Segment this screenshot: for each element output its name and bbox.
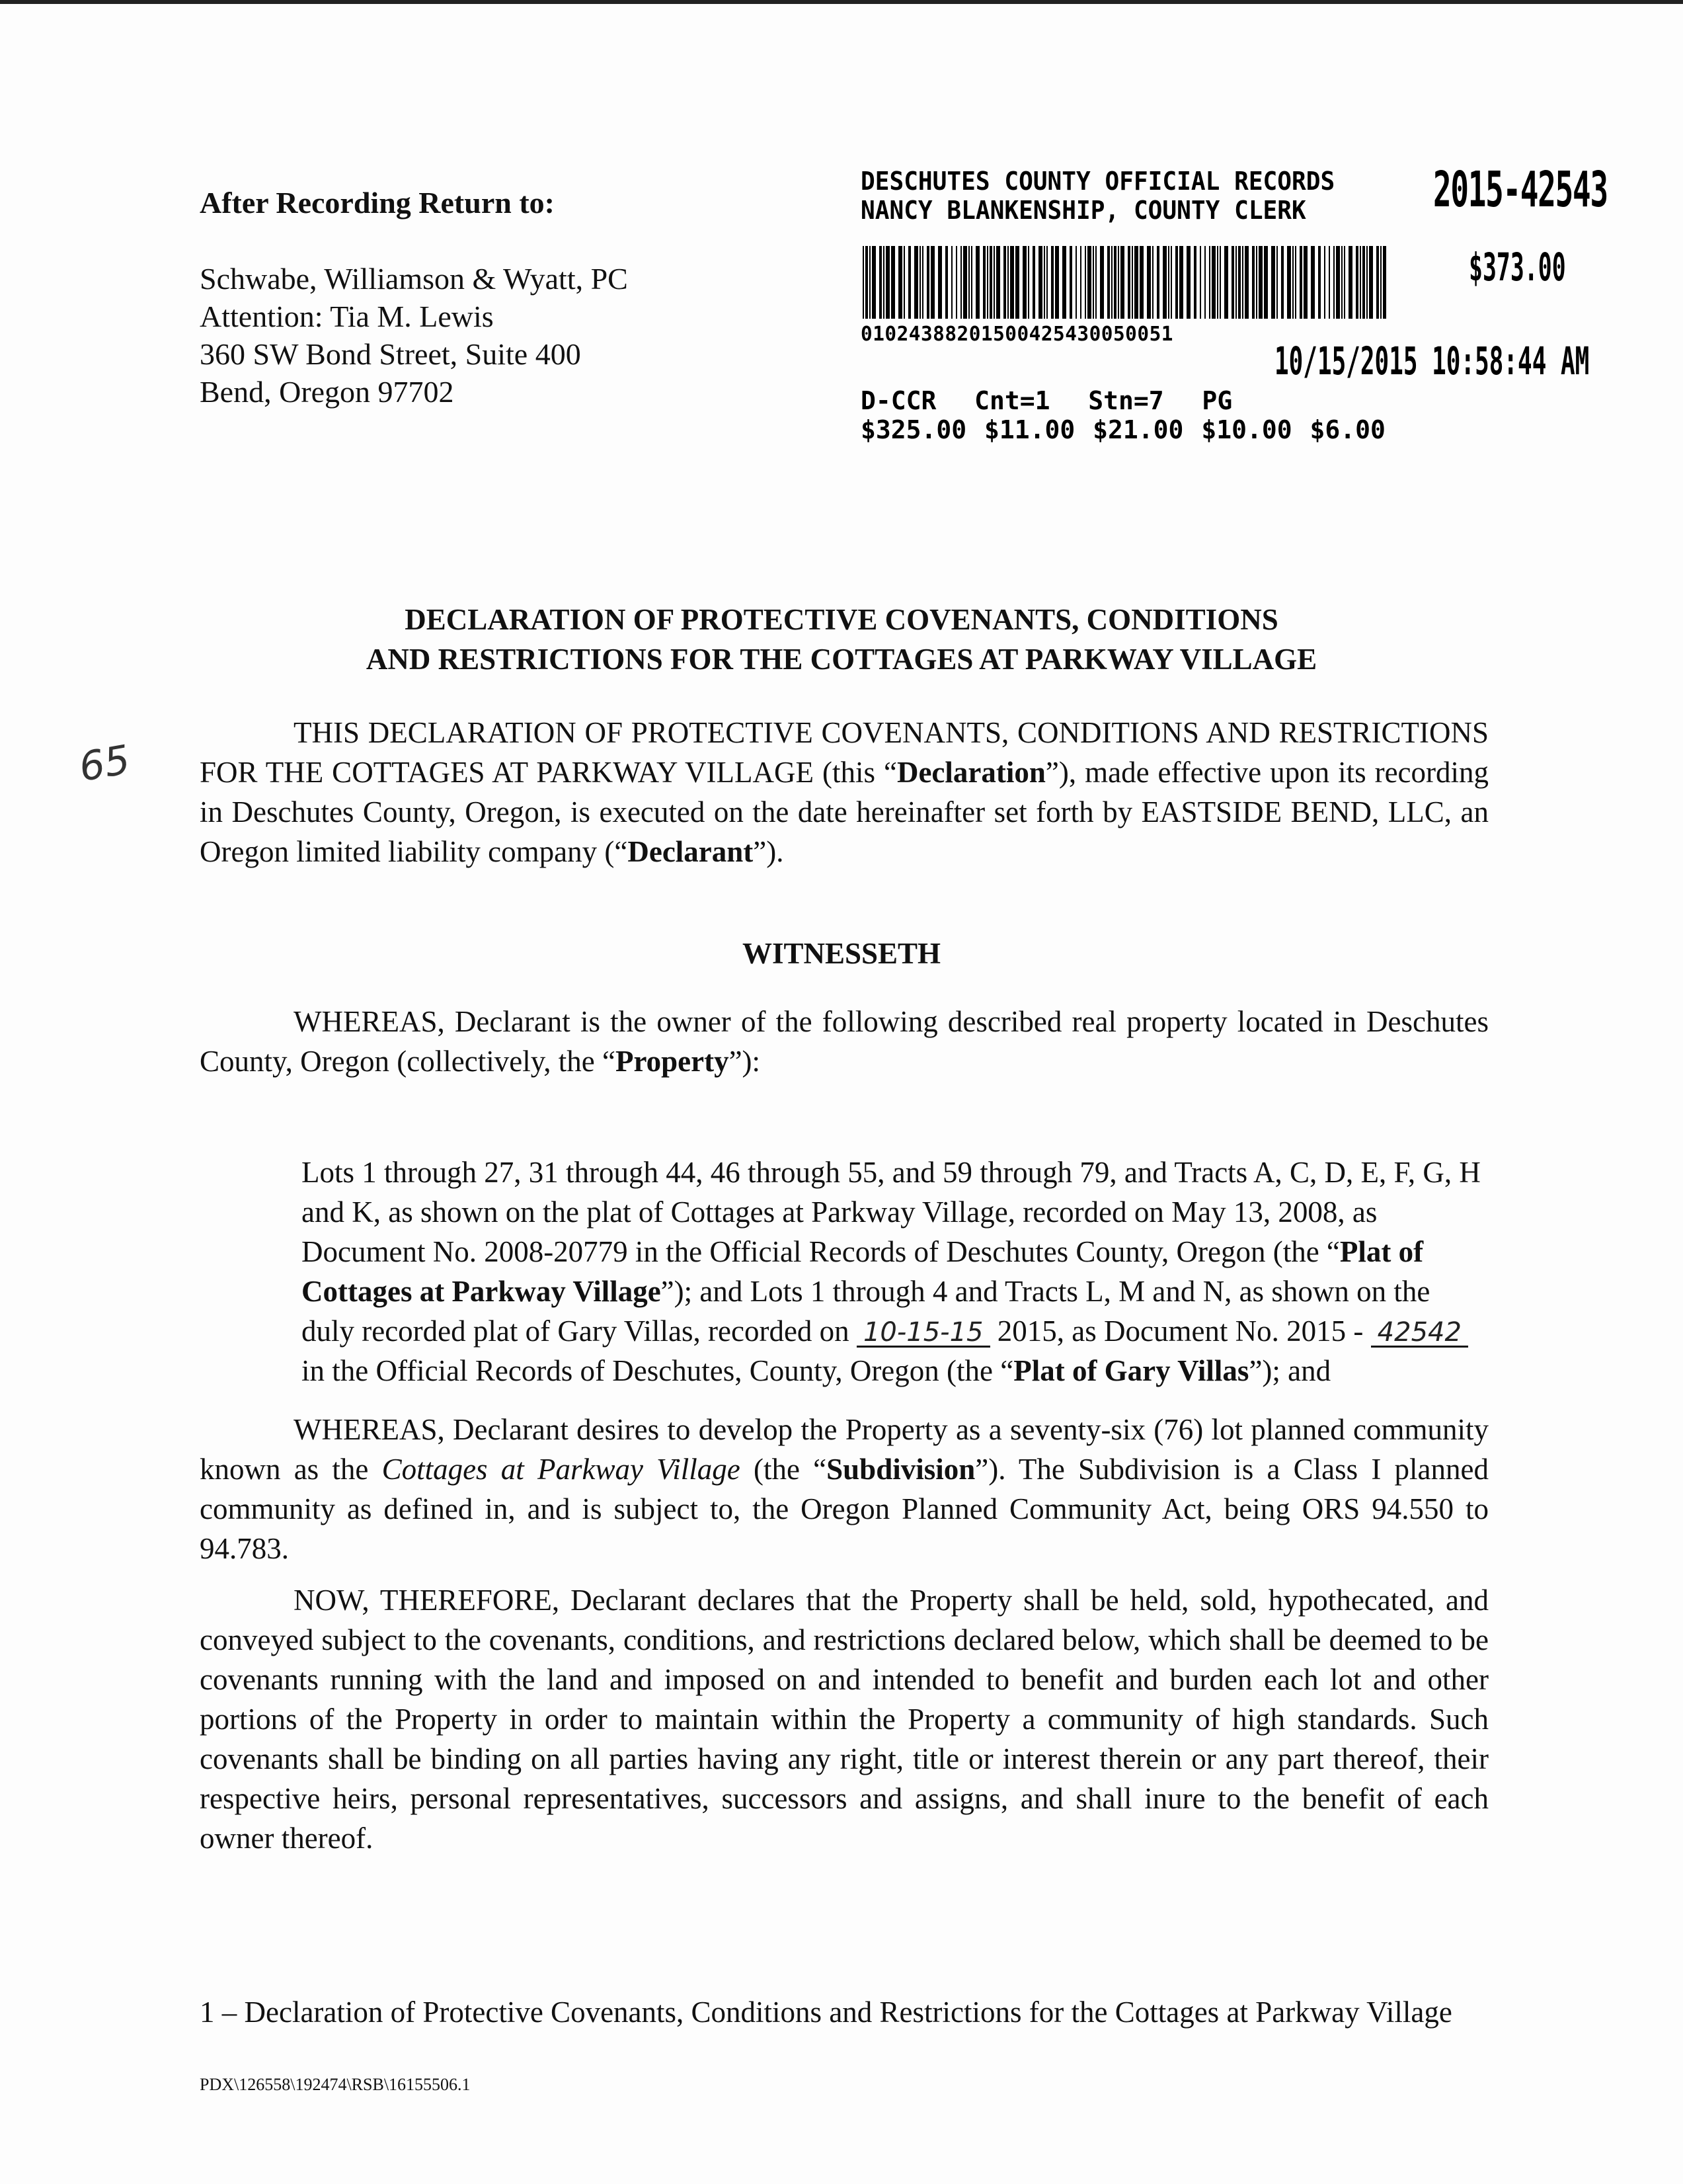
barcode-bar xyxy=(1369,246,1373,319)
barcode-bar xyxy=(1120,246,1124,319)
stamp-amounts: $325.00 $11.00 $21.00 $10.00 $6.00 xyxy=(861,415,1386,444)
barcode-bar xyxy=(1324,246,1325,319)
stamp-codes: D-CCR Cnt=1 Stn=7 PG xyxy=(861,386,1233,415)
barcode-bar xyxy=(987,246,988,319)
barcode-bar xyxy=(1349,246,1352,319)
intro-text-3: ”). xyxy=(753,835,784,868)
barcode-bar xyxy=(1259,246,1263,319)
barcode-bar xyxy=(1134,246,1138,319)
barcode-bar xyxy=(1232,246,1234,319)
barcode-bar xyxy=(883,246,884,319)
barcode-bar xyxy=(879,246,882,319)
whereas2-text-1: WHEREAS, Declarant desires to develop the Property as a seventy-six (76) lot planned community known as the xyxy=(200,1413,1489,1486)
title-line-2: AND RESTRICTIONS FOR THE COTTAGES AT PARKWAY VILLAGE xyxy=(366,643,1317,676)
barcode-bar xyxy=(872,246,876,319)
barcode-bar xyxy=(904,246,905,319)
barcode-bar xyxy=(1311,246,1315,319)
barcode-bar xyxy=(1015,246,1019,319)
barcode-bar xyxy=(1341,246,1343,319)
return-line-city: Bend, Oregon 97702 xyxy=(200,375,454,409)
barcode-bar xyxy=(1132,246,1133,319)
barcode-bar xyxy=(914,246,918,319)
barcode-bar xyxy=(1295,246,1296,319)
barcode-bar xyxy=(898,246,902,319)
barcode-bar xyxy=(1209,246,1210,319)
barcode-bar xyxy=(1329,246,1330,319)
barcode-bar xyxy=(1336,246,1340,319)
intro-paragraph xyxy=(200,713,1489,871)
barcode-bar xyxy=(1003,246,1006,319)
barcode-bar xyxy=(1076,246,1077,319)
term-plat-cottages: Plat of Cottages at Parkway Village xyxy=(301,1235,1424,1308)
barcode-bar xyxy=(1235,246,1237,319)
barcode-bar xyxy=(1187,246,1191,319)
barcode-bar xyxy=(891,246,895,319)
barcode-bar xyxy=(931,246,935,319)
barcode-bar xyxy=(1010,246,1014,319)
legal-text-1: Lots 1 through 27, 31 through 44, 46 through 55, and 59 through 79, and Tracts A, C, D, E, F, G, H and K, as shown on the plat of Cottages at Parkway Village, recorded on May 13, 2008, as Document No. 2008-20779 in the Official Records of Deschutes County, Oregon (the “ xyxy=(301,1156,1481,1268)
barcode-bar xyxy=(1264,246,1268,319)
barcode-bar xyxy=(971,246,972,319)
barcode-bar xyxy=(1333,246,1335,319)
barcode-bar xyxy=(1344,246,1345,319)
barcode-bar xyxy=(1033,246,1035,319)
barcode-bar xyxy=(1152,246,1154,319)
barcode-bar xyxy=(1304,246,1308,319)
barcode-bar xyxy=(927,246,929,319)
barcode-bar xyxy=(1175,246,1178,319)
barcode-bar xyxy=(1276,246,1278,319)
now-therefore-text: NOW, THEREFORE, Declarant declares that the Property shall be held, sold, hypothecated, and conveyed subject to the covenants, conditions, and restrictions declared below, which shall be deemed to be covenants running with the land and imposed on and intended to benefit and burden each lot and other portions of the Property in order to maintain within the Property a community of high standards. Such covenants shall be binding on all parties having any right, title or interest therein or any part thereof, their respective heirs, personal representatives, successors and assigns, and shall inure to the benefit of each owner thereof. xyxy=(200,1584,1489,1855)
barcode-bar xyxy=(951,246,953,319)
barcode-bar xyxy=(1224,246,1228,319)
barcode-bar xyxy=(1204,246,1206,319)
barcode-bar xyxy=(1194,246,1196,319)
barcode-bar xyxy=(1055,246,1059,319)
intro-text-2: ”), made effective upon its recording in Deschutes County, Oregon, is executed on the date hereinafter set forth by EASTSIDE BEND, LLC, an Oregon limited liability company (“ xyxy=(200,756,1489,868)
barcode-bar xyxy=(1362,246,1365,319)
barcode-bar xyxy=(1242,246,1243,319)
barcode-bar xyxy=(1080,246,1081,319)
legal-description xyxy=(301,1153,1489,1391)
barcode-bar xyxy=(1062,246,1066,319)
barcode-bar xyxy=(1380,246,1382,319)
barcode-bar xyxy=(996,246,1000,319)
stamp-barcode-number: 01024388201500425430050051 xyxy=(861,323,1173,346)
barcode-bar xyxy=(865,246,868,319)
intro-text-1: THIS DECLARATION OF PROTECTIVE COVENANTS, CONDITIONS AND RESTRICTIONS FOR THE COTTAGES AT PARKWAY VILLAGE (this “ xyxy=(200,716,1489,789)
barcode-bar xyxy=(1044,246,1045,319)
term-plat-gary-villas: Plat of Gary Villas xyxy=(1013,1354,1249,1387)
page-footer: 1 – Declaration of Protective Covenants, Conditions and Restrictions for the Cottages at Parkway Village xyxy=(200,1996,1452,2029)
barcode-bar xyxy=(1128,246,1130,319)
whereas-property-paragraph xyxy=(200,1002,1489,1081)
term-declarant: Declarant xyxy=(627,835,754,868)
barcode-bar xyxy=(1200,246,1201,319)
whereas2-text-3: ”). The Subdivision is a Class I planned community as defined in, and is subject to, the Oregon Planned Community Act, being ORS 94.550 to 94.783. xyxy=(200,1453,1489,1565)
barcode-bar xyxy=(1212,246,1216,319)
barcode-bar xyxy=(869,246,871,319)
barcode-bar xyxy=(976,246,980,319)
barcode-bar xyxy=(994,246,995,319)
term-property: Property xyxy=(615,1045,729,1078)
barcode-bar xyxy=(1118,246,1119,319)
term-declaration: Declaration xyxy=(896,756,1046,789)
handwritten-margin-note: 65 xyxy=(75,736,134,791)
barcode-bar xyxy=(908,246,911,319)
barcode-bar xyxy=(1038,246,1042,319)
barcode-bar xyxy=(1087,246,1091,319)
whereas-subdivision-paragraph xyxy=(200,1410,1489,1568)
barcode-bar xyxy=(1140,246,1144,319)
return-address-block xyxy=(200,184,702,411)
barcode-bar xyxy=(1256,246,1257,319)
barcode-bar xyxy=(960,246,962,319)
stamp-clerk: NANCY BLANKENSHIP, COUNTY CLERK xyxy=(861,196,1306,225)
barcode-bar xyxy=(1111,246,1113,319)
return-line-firm: Schwabe, Williamson & Wyatt, PC xyxy=(200,262,628,296)
barcode-bar xyxy=(1100,246,1104,319)
barcode-bar xyxy=(1281,246,1284,319)
document-reference: PDX\126558\192474\RSB\16155506.1 xyxy=(200,2075,471,2094)
title-line-1: DECLARATION OF PROTECTIVE COVENANTS, CONDITIONS xyxy=(405,603,1278,636)
barcode-bar xyxy=(1220,246,1221,319)
return-line-attention: Attention: Tia M. Lewis xyxy=(200,300,494,333)
barcode-bar xyxy=(1318,246,1321,319)
stamp-office: DESCHUTES COUNTY OFFICIAL RECORDS xyxy=(861,167,1335,196)
barcode-bar xyxy=(1147,246,1151,319)
barcode-bar xyxy=(1356,246,1358,319)
now-therefore-paragraph xyxy=(200,1580,1489,1858)
barcode-bar xyxy=(1070,246,1072,319)
barcode-bar xyxy=(886,246,890,319)
barcode-bar xyxy=(1107,246,1110,319)
barcode-icon xyxy=(863,246,1386,319)
barcode-bar xyxy=(968,246,970,319)
barcode-bar xyxy=(1179,246,1183,319)
whereas2-text-2: (the “ xyxy=(740,1453,827,1486)
barcode-bar xyxy=(1007,246,1009,319)
barcode-bar xyxy=(1028,246,1029,319)
handwritten-recording-date: 10-15-15 xyxy=(857,1319,990,1348)
witnesseth-heading: WITNESSETH xyxy=(742,937,941,970)
whereas1-text-1: WHEREAS, Declarant is the owner of the following described real property located in Deschutes County, Oregon (collectively, the “ xyxy=(200,1005,1489,1078)
barcode-bar xyxy=(1168,246,1169,319)
barcode-bar xyxy=(1252,246,1255,319)
barcode-bar xyxy=(1287,246,1291,319)
return-line-street: 360 SW Bond Street, Suite 400 xyxy=(200,337,581,371)
barcode-bar xyxy=(990,246,992,319)
document-title xyxy=(198,600,1485,679)
stamp-datetime: 10/15/2015 10:58:44 AM xyxy=(1274,339,1590,384)
barcode-bar xyxy=(1238,246,1241,319)
barcode-bar xyxy=(1292,246,1294,319)
barcode-bar xyxy=(1095,246,1097,319)
barcode-bar xyxy=(922,246,923,319)
return-heading: After Recording Return to: xyxy=(200,186,555,220)
barcode-bar xyxy=(945,246,948,319)
barcode-bar xyxy=(1046,246,1048,319)
barcode-bar xyxy=(1051,246,1054,319)
barcode-bar xyxy=(938,246,942,319)
barcode-bar xyxy=(1093,246,1094,319)
barcode-bar xyxy=(920,246,921,319)
legal-text-5: ”); and xyxy=(1249,1354,1331,1387)
stamp-document-number: 2015-42543 xyxy=(1433,161,1608,218)
barcode-bar xyxy=(1163,246,1167,319)
barcode-bar xyxy=(1217,246,1218,319)
barcode-bar xyxy=(1023,246,1027,319)
handwritten-document-number: 42542 xyxy=(1371,1319,1468,1348)
barcode-bar xyxy=(1383,246,1386,319)
stamp-total-fee: $373.00 xyxy=(1469,245,1566,290)
barcode-bar xyxy=(1171,246,1172,319)
barcode-bar xyxy=(1157,246,1159,319)
whereas1-text-2: ”): xyxy=(728,1045,761,1078)
barcode-bar xyxy=(1300,246,1302,319)
page-top-edge xyxy=(0,0,1683,4)
subdivision-name: Cottages at Parkway Village xyxy=(381,1453,740,1486)
barcode-bar xyxy=(1245,246,1249,319)
barcode-bar xyxy=(963,246,967,319)
barcode-bar xyxy=(1085,246,1086,319)
barcode-bar xyxy=(1271,246,1275,319)
barcode-bar xyxy=(956,246,957,319)
legal-text-3: 2015, as Document No. 2015 - xyxy=(990,1314,1371,1348)
legal-text-4: in the Official Records of Deschutes, County, Oregon (the “ xyxy=(301,1354,1014,1387)
barcode-bar xyxy=(1366,246,1368,319)
barcode-bar xyxy=(1376,246,1379,319)
barcode-bar xyxy=(1114,246,1116,319)
barcode-bar xyxy=(983,246,986,319)
barcode-bar xyxy=(863,246,864,319)
term-subdivision: Subdivision xyxy=(826,1453,976,1486)
barcode-bar xyxy=(1360,246,1361,319)
legal-text-2: ”); and Lots 1 through 4 and Tracts L, M and N, as shown on the duly recorded plat of Gary Villas, recorded on xyxy=(301,1275,1430,1348)
